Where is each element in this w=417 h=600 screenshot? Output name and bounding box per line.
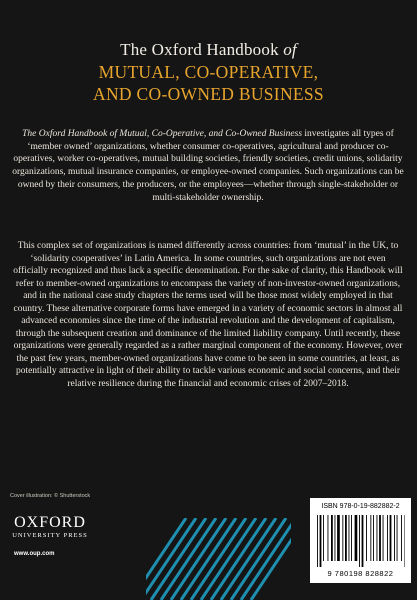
barcode-bar	[351, 515, 352, 561]
barcode-bar	[355, 515, 358, 561]
barcode-bar	[335, 515, 336, 561]
barcode-bar	[390, 515, 392, 561]
intro-book-title: The Oxford Handbook of Mutual, Co-Operative, and Co-Owned Business	[22, 129, 303, 139]
ean-number: 9 780198 828822	[327, 569, 394, 578]
isbn-number: ISBN 978-0-19-882882-2	[321, 503, 400, 510]
barcode-bar	[328, 515, 329, 561]
barcode-bars	[316, 515, 405, 567]
barcode-bar	[383, 515, 384, 561]
barcode-bar	[370, 515, 371, 561]
book-title	[0, 40, 417, 105]
cover-credit: Cover illustration: © Shutterstock	[10, 493, 91, 499]
publisher-url: www.oup.com	[14, 551, 55, 557]
barcode-bar	[366, 515, 367, 561]
body-paragraph: This complex set of organizations is named differently across countries: from ‘mutual’ in the UK, to ‘solidarity cooperatives’ in Latin America. In some countries, such organizations are not even officially recognized and thus lack a specific denomination. For the sake of clarity, this Handbook will refer to member-owned organizations to encompass the variety of non-investor-owned organizations, and in the national case study chapters the terms used will be those most widely employed in that country. These alternative corporate forms have emerged in a variety of economic sectors in almost all advanced economies since the time of the industrial revolution and the development of capitalism, through the subsequent creation and dominance of the limited liability company. Until recently, these organizations were generally regarded as a rather marginal component of the economy. However, over the past few years, member-owned organizations have come to be seen in some countries, at least, as potentially attractive in light of their ability to tackle various economic and social concerns, and their relative resilience during the financial and economic crises of 2007–2018.	[13, 241, 403, 389]
barcode-bar	[337, 515, 340, 561]
barcode-bar	[405, 515, 406, 567]
title-prefix: The Oxford Handbook	[120, 40, 284, 59]
barcode-bar	[323, 515, 324, 561]
barcode-label	[310, 498, 411, 583]
decorative-stripes	[146, 518, 291, 600]
publisher-logo	[0, 514, 100, 540]
barcode-bar	[394, 515, 395, 561]
barcode-bar	[349, 515, 350, 561]
barcode-bar	[401, 515, 402, 561]
barcode-bar	[373, 515, 374, 561]
barcode-bar	[359, 515, 360, 567]
barcode-bar	[387, 515, 388, 561]
barcode-bar	[317, 515, 318, 567]
intro-text: investigates all types of ‘member owned’ organizations, whether consumer co-operatives, agricultural and producer co-operatives, worker co-operatives, mutual building societies, friendly societies, credit unions, solidarity organizations, mutual insurance companies, or employee-owned companies. Such organizations can be owned by their consumers, the producers, or the employees—whether through single-stakeholder or multi-stakeholder ownership.	[12, 129, 404, 203]
barcode-bar	[397, 515, 398, 561]
title-line-2: MUTUAL, CO-OPERATIVE,	[98, 62, 319, 82]
barcode-bar	[345, 515, 347, 561]
intro-paragraph	[12, 128, 404, 204]
barcode-bar	[320, 515, 322, 567]
barcode-bar	[362, 515, 364, 567]
title-of: of	[283, 40, 297, 59]
barcode-bar	[331, 515, 333, 561]
barcode-bar	[342, 515, 343, 561]
publisher-name: OXFORD	[14, 514, 86, 531]
barcode-bar	[379, 515, 381, 561]
title-line-3: AND CO-OWNED BUSINESS	[93, 84, 324, 104]
barcode-bar	[377, 515, 378, 561]
title-line-1	[0, 40, 417, 60]
publisher-subtitle: UNIVERSITY PRESS	[12, 532, 88, 539]
